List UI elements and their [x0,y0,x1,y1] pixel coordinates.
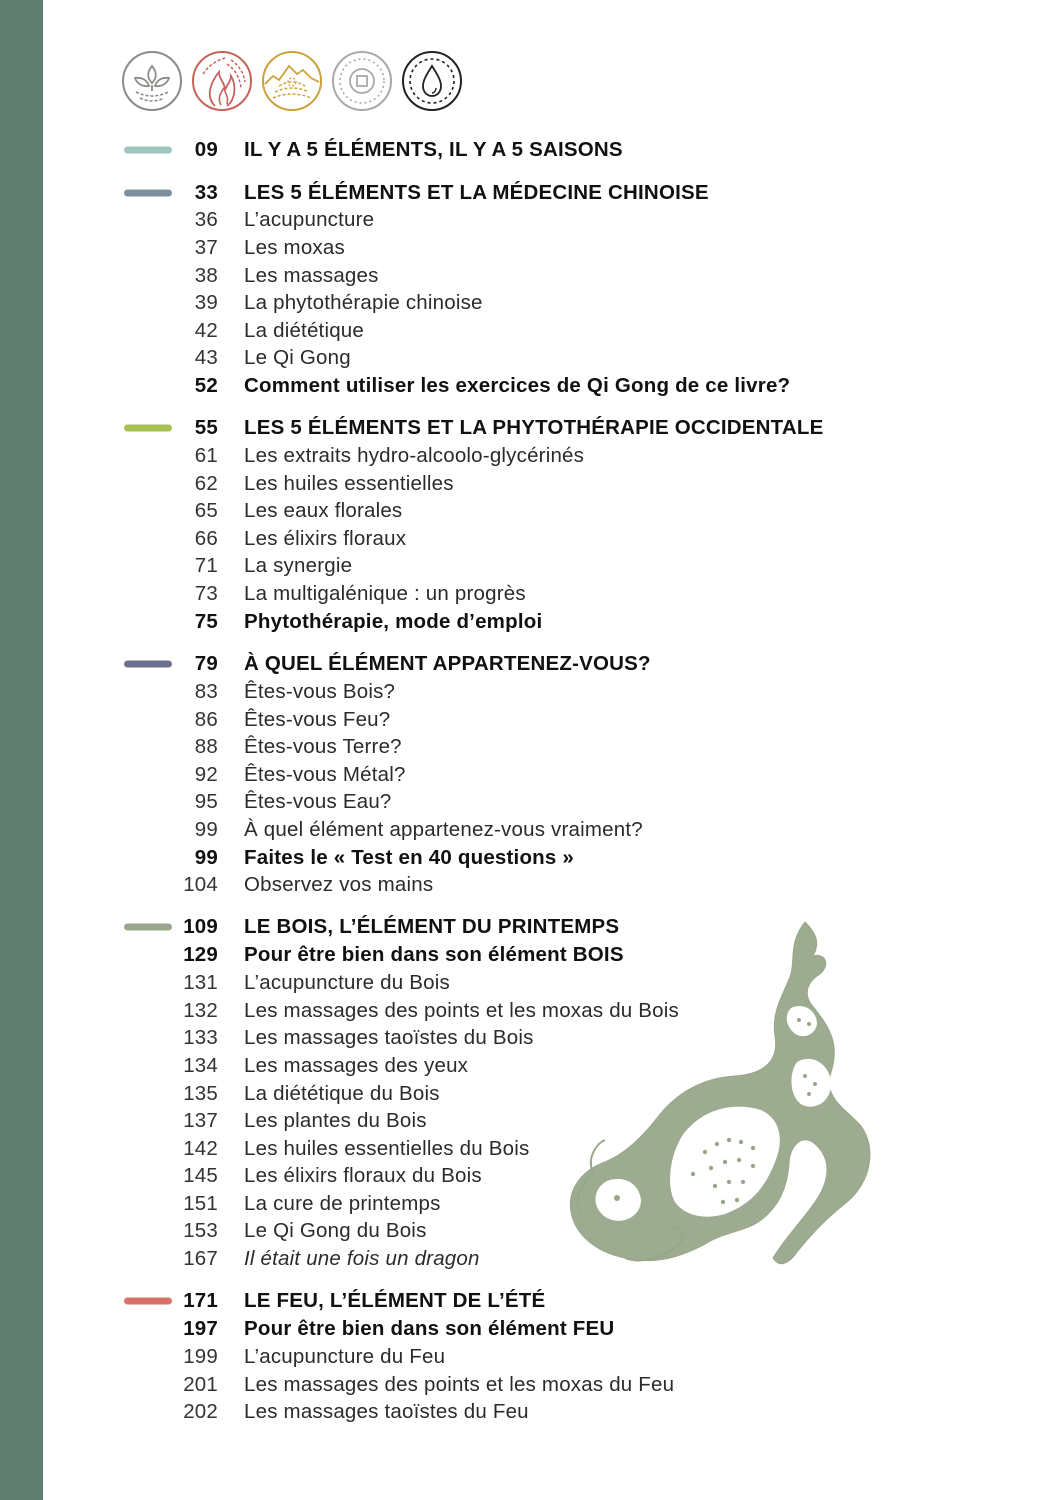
toc-title: Les plantes du Bois [244,1109,427,1132]
toc-page-number: 167 [183,1247,218,1270]
toc-page-number: 62 [194,472,218,495]
toc-page-number: 52 [194,374,218,397]
toc-page-number: 133 [183,1026,218,1049]
toc-title: La multigalénique : un progrès [244,582,526,605]
wood-leaves-icon [121,50,183,112]
toc-page-number: 71 [194,554,218,577]
toc-page-number: 66 [194,527,218,550]
toc-page-number: 171 [183,1289,218,1312]
toc-title: Il était une fois un dragon [244,1247,480,1270]
book-spine [0,0,43,1500]
toc-page-number: 135 [183,1082,218,1105]
toc-page-number: 86 [194,708,218,731]
toc-page-number: 99 [194,818,218,841]
toc-title: Êtes-vous Terre? [244,735,402,758]
toc-title: La diététique [244,319,365,342]
toc-title: À QUEL ÉLÉMENT APPARTENEZ-VOUS? [244,652,651,675]
toc-page-number: 88 [194,735,218,758]
toc-title: Êtes-vous Bois? [244,680,396,703]
toc-page-number: 137 [183,1109,218,1132]
toc-title: À quel élément appartenez-vous vraiment? [244,818,643,841]
toc-page-number: 83 [194,680,218,703]
toc-title: Faites le « Test en 40 questions » [244,846,574,869]
toc-title: La diététique du Bois [244,1082,440,1105]
toc-page-number: 38 [194,264,218,287]
toc-title: Comment utiliser les exercices de Qi Gong de ce livre? [244,374,791,397]
toc-page-number: 109 [183,915,218,938]
toc-title: La synergie [244,554,353,577]
toc-page-number: 43 [194,346,218,369]
toc-page-number: 99 [194,846,218,869]
toc-title: Les moxas [244,236,345,259]
toc-page-number: 202 [183,1400,218,1423]
toc-page-number: 201 [183,1373,218,1396]
toc-title: Les élixirs floraux du Bois [244,1164,482,1187]
toc-title: L’acupuncture du Feu [244,1345,446,1368]
toc-title: Êtes-vous Eau? [244,790,392,813]
toc-title: La cure de printemps [244,1192,441,1215]
toc-page-number: 09 [194,138,218,161]
toc-title: Le Qi Gong [244,346,351,369]
toc-page-number: 65 [194,499,218,522]
toc-page-number: 55 [194,416,218,439]
toc-page-number: 134 [183,1054,218,1077]
metal-coin-icon [331,50,393,112]
toc-page-number: 61 [194,444,218,467]
toc-title: Les huiles essentielles [244,472,454,495]
toc-page-number: 33 [194,181,218,204]
water-drop-icon [401,50,463,112]
toc-title: LES 5 ÉLÉMENTS ET LA PHYTOTHÉRAPIE OCCIDENTALE [244,416,824,439]
toc-page-number: 132 [183,999,218,1022]
toc-page-number: 199 [183,1345,218,1368]
toc-title: Les extraits hydro-alcoolo-glycérinés [244,444,585,467]
toc-page-number: 145 [183,1164,218,1187]
toc-title: IL Y A 5 ÉLÉMENTS, IL Y A 5 SAISONS [244,138,623,161]
toc-title: LE FEU, L’ÉLÉMENT DE L’ÉTÉ [244,1289,546,1312]
toc-title: Les massages des yeux [244,1054,469,1077]
toc-page-number: 197 [183,1317,218,1340]
toc-title: Les massages [244,264,379,287]
toc-title: L’acupuncture [244,208,375,231]
toc-title: LE BOIS, L’ÉLÉMENT DU PRINTEMPS [244,915,620,938]
toc-page-number: 95 [194,790,218,813]
toc-page-number: 104 [183,873,218,896]
toc-title: Pour être bien dans son élément BOIS [244,943,624,966]
toc-title: Êtes-vous Métal? [244,763,406,786]
toc-page-number: 39 [194,291,218,314]
toc-page-number: 151 [183,1192,218,1215]
toc-title: Phytothérapie, mode d’emploi [244,610,543,633]
toc-page-number: 79 [194,652,218,675]
toc-title: Les massages des points et les moxas du Feu [244,1373,675,1396]
dragon-illustration [565,912,883,1274]
toc-page-number: 131 [183,971,218,994]
toc-page-number: 37 [194,236,218,259]
toc-title: Êtes-vous Feu? [244,708,391,731]
element-icons-row [121,50,463,112]
toc-title: Les eaux florales [244,499,403,522]
toc-page-number: 129 [183,943,218,966]
toc-title: Les massages des points et les moxas du Bois [244,999,679,1022]
toc-title: Le Qi Gong du Bois [244,1219,427,1242]
toc-page-number: 75 [194,610,218,633]
toc-title: Les massages taoïstes du Feu [244,1400,529,1423]
toc-page-number: 73 [194,582,218,605]
toc-title: LES 5 ÉLÉMENTS ET LA MÉDECINE CHINOISE [244,181,709,204]
toc-page-number: 92 [194,763,218,786]
toc-title: Les élixirs floraux [244,527,407,550]
toc-title: Observez vos mains [244,873,434,896]
earth-mountain-icon [261,50,323,112]
fire-flame-icon [191,50,253,112]
toc-title: La phytothérapie chinoise [244,291,483,314]
toc-page-number: 142 [183,1137,218,1160]
toc-page-number: 36 [194,208,218,231]
toc-page-number: 153 [183,1219,218,1242]
toc-title: Les huiles essentielles du Bois [244,1137,530,1160]
toc-title: L’acupuncture du Bois [244,971,450,994]
toc-title: Pour être bien dans son élément FEU [244,1317,615,1340]
toc-title: Les massages taoïstes du Bois [244,1026,534,1049]
toc-page-number: 42 [194,319,218,342]
